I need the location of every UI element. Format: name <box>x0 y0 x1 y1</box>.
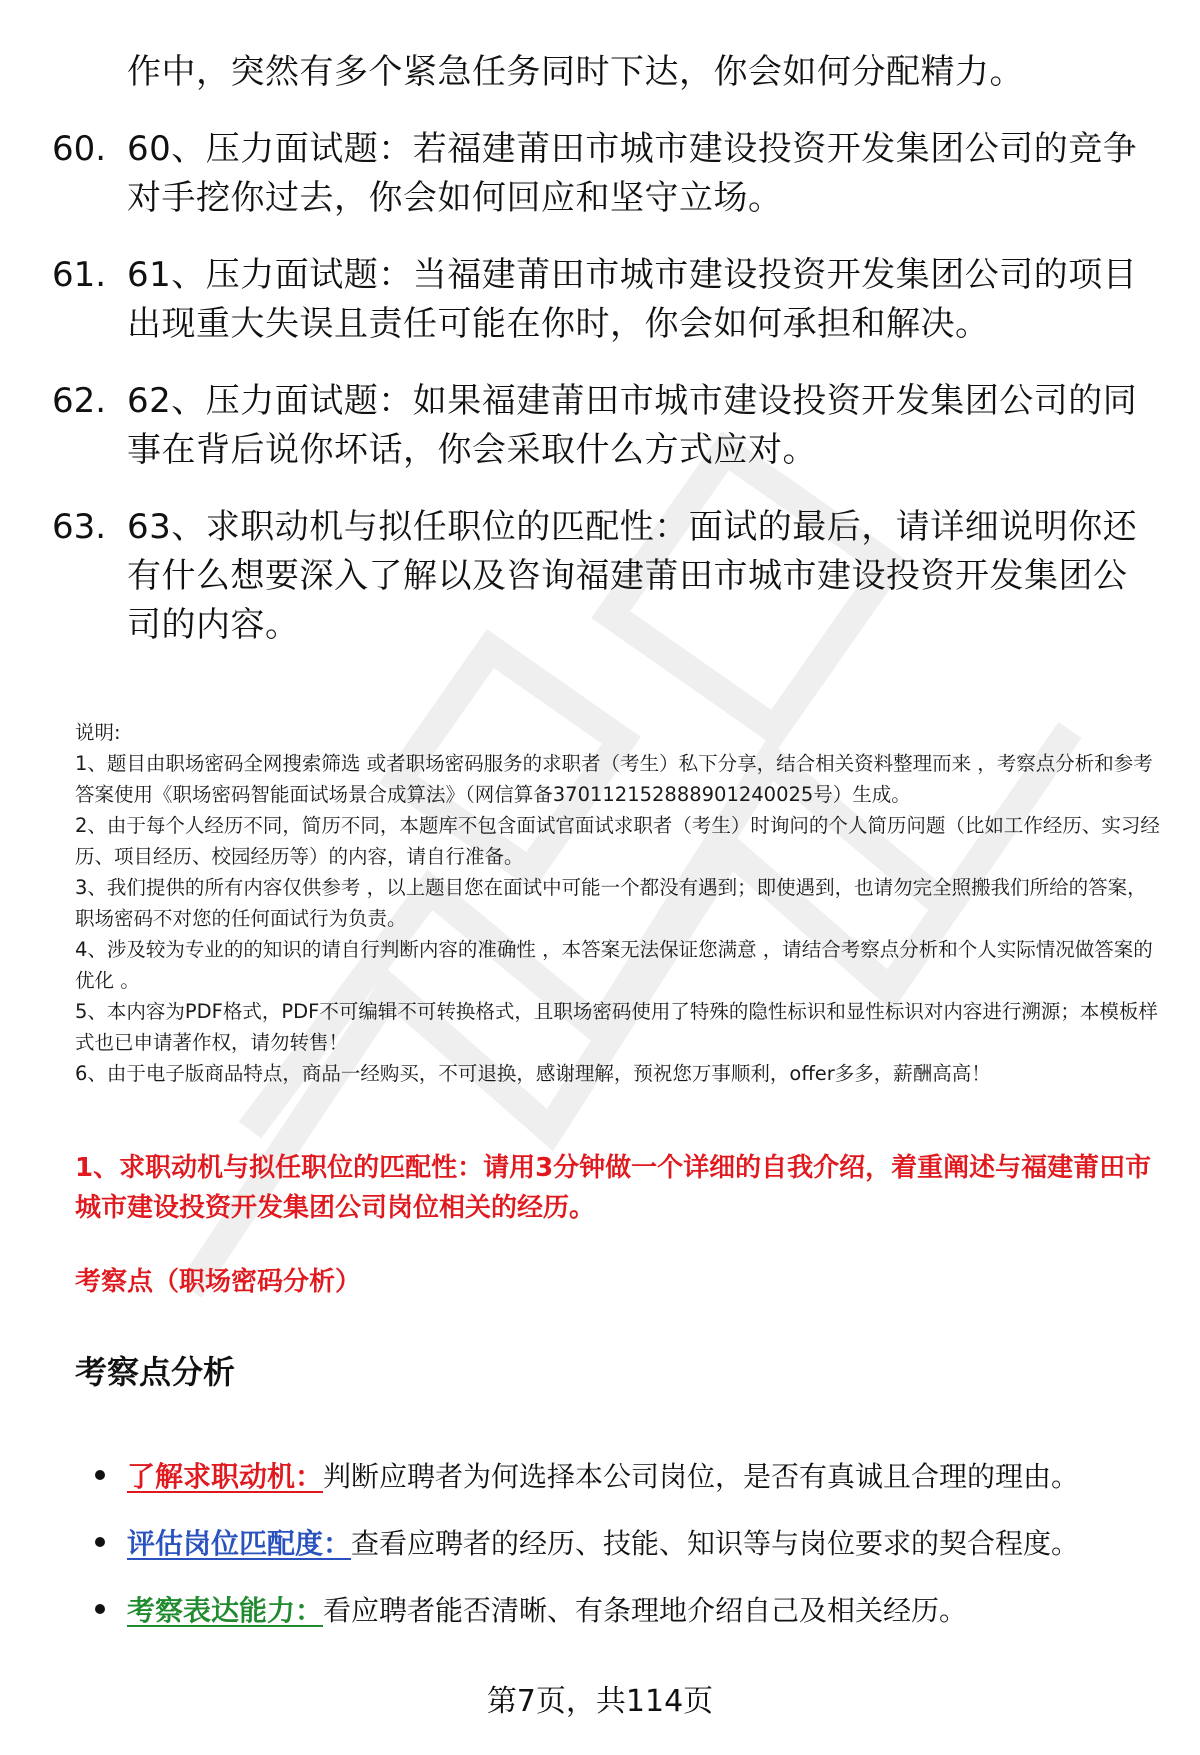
question-number: 63. <box>52 507 107 547</box>
analysis-heading: 考察点分析 <box>75 1353 236 1391</box>
question-item-62 <box>52 377 1152 475</box>
bullet-dot-icon <box>95 1604 105 1614</box>
analysis-bullet <box>95 1450 1185 1500</box>
bullet-text: 查看应聘者的经历、技能、知识等与岗位要求的契合程度。 <box>351 1527 1080 1560</box>
question-item-63 <box>52 503 1152 650</box>
question-number: 60. <box>52 129 107 169</box>
question-number: 62. <box>52 381 107 421</box>
analysis-bullet <box>95 1517 1185 1567</box>
bullet-text: 判断应聘者为何选择本公司岗位，是否有真诚且合理的理由。 <box>323 1460 1080 1493</box>
question-text: 61、压力面试题：当福建莆田市城市建设投资开发集团公司的项目出现重大失误且责任可能在你时，你会如何承担和解决。 <box>127 255 1138 344</box>
analysis-bullet-list <box>95 1450 1185 1651</box>
bullet-dot-icon <box>95 1470 105 1480</box>
notes-title: 说明: <box>75 721 121 744</box>
note-line: 1、题目由职场密码全网搜索筛选 或者职场密码服务的求职者（考生）私下分享，结合相关资料整理而来 ，考察点分析和参考答案使用《职场密码智能面试场景合成算法》（网信算备370112152888901240025号）生成。 <box>75 752 1153 806</box>
question-item-60 <box>52 125 1152 223</box>
notes-section <box>75 717 1160 1089</box>
question-item-61 <box>52 251 1152 349</box>
assessment-label: 考察点（职场密码分析） <box>75 1267 362 1297</box>
note-line: 5、本内容为PDF格式，PDF不可编辑不可转换格式，且职场密码使用了特殊的隐性标识和显性标识对内容进行溯源；本模板样式也已申请著作权，请勿转售！ <box>75 1000 1158 1054</box>
note-line: 2、由于每个人经历不同，简历不同，本题库不包含面试官面试求职者（考生）时询问的个人简历问题（比如工作经历、实习经历、项目经历、校园经历等）的内容，请自行准备。 <box>75 814 1160 868</box>
bullet-label: 评估岗位匹配度： <box>127 1527 352 1560</box>
question-list <box>52 48 1152 650</box>
page-number: 第7页，共114页 <box>486 1684 714 1719</box>
note-line: 6、由于电子版商品特点，商品一经购买，不可退换，感谢理解，预祝您万事顺利，offer多多，薪酬高高！ <box>75 1062 991 1085</box>
question-number: 61. <box>52 255 107 295</box>
note-line: 4、涉及较为专业的的知识的请自行判断内容的准确性 ，本答案无法保证您满意 ，请结合考察点分析和个人实际情况做答案的优化 。 <box>75 938 1153 992</box>
analysis-bullet <box>95 1584 1185 1634</box>
featured-question: 1、求职动机与拟任职位的匹配性：请用3分钟做一个详细的自我介绍，着重阐述与福建莆田市城市建设投资开发集团公司岗位相关的经历。 <box>75 1153 1152 1223</box>
question-text: 62、压力面试题：如果福建莆田市城市建设投资开发集团公司的同事在背后说你坏话，你会采取什么方式应对。 <box>127 381 1138 470</box>
note-line: 3、我们提供的所有内容仅供参考 ，以上题目您在面试中可能一个都没有遇到；即使遇到，也请勿完全照搬我们所给的答案，职场密码不对您的任何面试行为负责。 <box>75 876 1147 930</box>
question-text: 63、求职动机与拟任职位的匹配性：面试的最后，请详细说明你还有什么想要深入了解以及咨询福建莆田市城市建设投资开发集团公司的内容。 <box>127 507 1138 645</box>
question-continuation: 作中，突然有多个紧急任务同时下达，你会如何分配精力。 <box>127 52 1024 92</box>
bullet-text: 看应聘者能否清晰、有条理地介绍自己及相关经历。 <box>323 1594 968 1627</box>
bullet-dot-icon <box>95 1537 105 1547</box>
question-text: 60、压力面试题：若福建莆田市城市建设投资开发集团公司的竞争对手挖你过去，你会如何回应和坚守立场。 <box>127 129 1138 218</box>
bullet-label: 考察表达能力： <box>127 1594 324 1627</box>
bullet-label: 了解求职动机： <box>127 1460 324 1493</box>
